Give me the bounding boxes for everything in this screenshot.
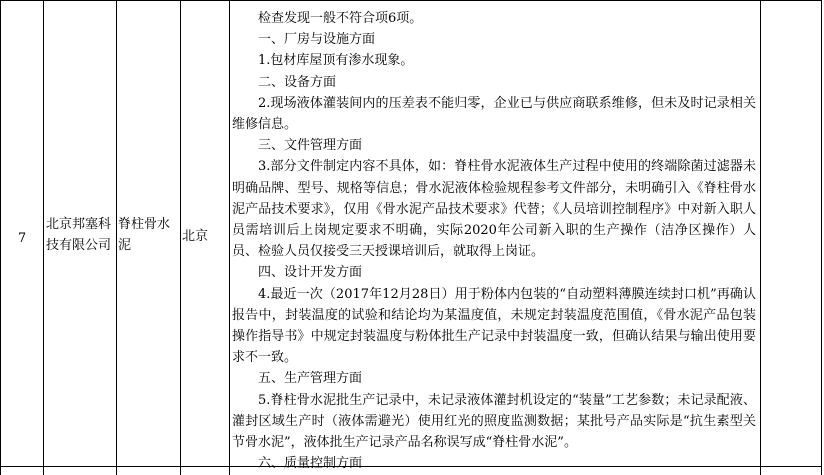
finding-section-heading: 一、厂房与设施方面 <box>258 32 376 48</box>
table-border-top <box>0 0 822 1</box>
finding-paragraph: 5.脊柱骨水泥批生产记录中，未记录液体灌封机设定的“装量”工艺参数；未记录配液、灌封区域生产时（液体需避光）使用红光的照度监测数据；某批号产品实际是“抗生素型关节骨水泥”，液体批生产记录产品名称误写成“脊柱骨水泥”。 <box>232 392 756 451</box>
finding-section-heading: 三、文件管理方面 <box>258 138 363 154</box>
finding-section-heading: 二、设备方面 <box>258 74 337 90</box>
finding-section-heading: 四、设计开发方面 <box>258 265 363 281</box>
table-border-right <box>821 0 822 475</box>
finding-paragraph: 3.部分文件制定内容不具体，如：脊柱骨水泥液体生产过程中使用的终端除菌过滤器未明确品牌、型号、规格等信息；骨水泥液体检验规程参考文件部分，未明确引入《脊柱骨水泥产品技术要求》，仅用《骨水泥产品技术要求》代替；《人员培训控制程序》中对新入职人员需培训后上岗规定要求不明确，实际2020年公司新入职的生产操作（洁净区操作）人员、检验人员仅接受三天授课培训后，就取得上岗证。 <box>232 159 756 260</box>
row-number: 7 <box>17 231 27 246</box>
column-divider <box>116 0 117 475</box>
finding-paragraph: 4.最近一次（2017年12月28日）用于粉体内包装的“自动塑料薄膜连续封口机”再确认报告中，封装温度的试验和结论均为某温度值，未规定封装温度范围值，《骨水泥产品包装操作指导书》中规定封装温度与粉体批生产记录中封装温度一致，但确认结果与输出使用要求不一致。 <box>232 286 756 366</box>
column-divider <box>180 0 181 475</box>
column-divider <box>760 0 761 475</box>
region: 北京 <box>182 229 209 244</box>
finding-section-heading: 六、质量控制方面 <box>258 456 363 472</box>
finding-paragraph: 检查发现一般不符合项6项。 <box>258 11 423 26</box>
inspection-findings <box>232 8 756 474</box>
company-name: 北京邦塞科技有限公司 <box>46 217 112 253</box>
product-name: 脊柱骨水泥 <box>118 217 171 253</box>
column-divider <box>229 0 230 475</box>
finding-paragraph: 1.包材库屋顶有渗水现象。 <box>258 53 414 69</box>
finding-section-heading: 五、生产管理方面 <box>258 371 363 387</box>
finding-paragraph: 2.现场液体灌装间内的压差表不能归零，企业已与供应商联系维修，但未及时记录相关维修信息。 <box>232 95 756 133</box>
